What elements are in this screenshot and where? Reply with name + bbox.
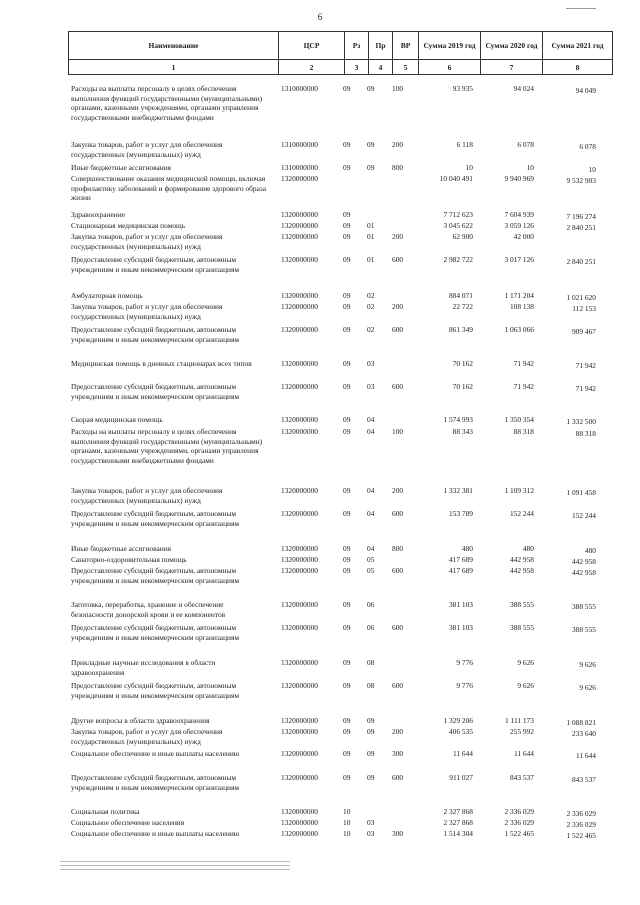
header-csr: ЦСР [279, 32, 345, 60]
cell-pr: 09 [367, 163, 375, 172]
header-vr: ВР [393, 32, 419, 60]
cell-y2019: 381 103 [448, 600, 473, 609]
cell-csr: 1320000000 [281, 427, 318, 436]
cell-rz: 09 [343, 415, 351, 424]
cell-rz: 09 [343, 427, 351, 436]
cell-y2019: 911 027 [449, 773, 473, 782]
cell-y2020: 9 940 969 [504, 174, 534, 183]
cell-csr: 1320000000 [281, 544, 318, 553]
cell-y2021: 94 049 [575, 86, 596, 95]
cell-y2019: 480 [461, 544, 473, 553]
cell-y2020: 42 000 [513, 232, 534, 241]
cell-y2019: 6 118 [456, 140, 473, 149]
cell-y2019: 417 689 [448, 566, 473, 575]
cell-y2019: 88 343 [452, 427, 473, 436]
cell-rz: 09 [343, 210, 351, 219]
cell-pr: 04 [367, 427, 375, 436]
cell-name: Предоставление субсидий бюджетным, автономным учреждениям и иным некоммерческим организациям [71, 255, 240, 274]
cell-y2020: 442 958 [509, 555, 534, 564]
cell-vr: 600 [392, 325, 404, 334]
cell-y2021: 10 [588, 165, 596, 174]
cell-rz: 09 [343, 84, 351, 93]
cell-csr: 1320000000 [281, 600, 318, 609]
cell-name: Социальное обеспечение населения [71, 818, 185, 827]
cell-y2021: 6 078 [579, 142, 596, 151]
cell-csr: 1310000000 [281, 140, 318, 149]
cell-csr: 1320000000 [281, 658, 318, 667]
cell-y2019: 10 040 491 [439, 174, 473, 183]
cell-vr: 200 [392, 232, 404, 241]
cell-y2019: 22 722 [452, 302, 473, 311]
cell-csr: 1320000000 [281, 291, 318, 300]
cell-csr: 1320000000 [281, 232, 318, 241]
cell-name: Расходы на выплаты персоналу в целях обеспечения выполнения функций государственными (муниципальными) органами, казенными учреждениями, органами управления государственными внебюджетными фондами [71, 427, 263, 465]
cell-name: Предоставление субсидий бюджетным, автономным учреждениям и иным некоммерческим организациям [71, 509, 240, 528]
cell-y2019: 1 574 993 [443, 415, 473, 424]
cell-y2020: 1 063 066 [504, 325, 534, 334]
cell-csr: 1320000000 [281, 302, 318, 311]
cell-csr: 1320000000 [281, 174, 318, 183]
header-2020: Сумма 2020 год [481, 32, 543, 60]
cell-name: Здравоохранение [71, 210, 125, 219]
cell-csr: 1320000000 [281, 623, 318, 632]
cell-vr: 600 [392, 681, 404, 690]
cell-y2019: 3 045 622 [443, 221, 473, 230]
cell-y2019: 9 776 [456, 681, 473, 690]
cell-y2019: 2 327 868 [443, 818, 473, 827]
cell-y2020: 3 017 126 [504, 255, 534, 264]
cell-vr: 200 [392, 727, 404, 736]
cell-y2021: 1 091 458 [566, 488, 596, 497]
cell-rz: 10 [343, 807, 351, 816]
cell-pr: 03 [367, 818, 375, 827]
cell-y2019: 381 103 [448, 623, 473, 632]
cell-name: Санаторно-оздоровительная помощь [71, 555, 187, 564]
cell-rz: 09 [343, 555, 351, 564]
column-number: 8 [543, 60, 613, 75]
cell-name: Скорая медицинская помощь [71, 415, 163, 424]
cell-y2019: 861 349 [448, 325, 473, 334]
cell-y2019: 70 162 [452, 359, 473, 368]
cell-csr: 1320000000 [281, 716, 318, 725]
cell-vr: 600 [392, 623, 404, 632]
cell-y2021: 71 942 [575, 361, 596, 370]
cell-y2021: 1 332 500 [566, 417, 596, 426]
cell-y2020: 480 [522, 544, 534, 553]
cell-rz: 09 [343, 359, 351, 368]
column-number: 6 [419, 60, 481, 75]
cell-rz: 09 [343, 486, 351, 495]
cell-pr: 04 [367, 509, 375, 518]
cell-vr: 200 [392, 302, 404, 311]
cell-y2021: 88 318 [575, 429, 596, 438]
column-number: 1 [69, 60, 279, 75]
cell-y2021: 480 [584, 546, 596, 555]
cell-y2019: 1 332 381 [443, 486, 473, 495]
cell-vr: 600 [392, 566, 404, 575]
header-2021: Сумма 2021 год [543, 32, 613, 60]
cell-y2019: 62 900 [452, 232, 473, 241]
cell-y2021: 9 532 903 [566, 176, 596, 185]
cell-y2020: 6 078 [517, 140, 534, 149]
cell-csr: 1320000000 [281, 566, 318, 575]
cell-pr: 09 [367, 749, 375, 758]
cell-y2021: 442 958 [571, 557, 596, 566]
cell-pr: 05 [367, 555, 375, 564]
cell-name: Предоставление субсидий бюджетным, автономным учреждениям и иным некоммерческим организациям [71, 566, 240, 585]
cell-y2020: 9 626 [517, 681, 534, 690]
cell-y2021: 843 537 [571, 775, 596, 784]
cell-rz: 09 [343, 727, 351, 736]
cell-csr: 1320000000 [281, 555, 318, 564]
cell-y2020: 1 350 354 [504, 415, 534, 424]
cell-y2020: 71 942 [513, 382, 534, 391]
cell-y2021: 7 196 274 [566, 212, 596, 221]
cell-vr: 200 [392, 486, 404, 495]
cell-csr: 1320000000 [281, 818, 318, 827]
cell-csr: 1320000000 [281, 829, 318, 838]
cell-rz: 09 [343, 716, 351, 725]
cell-y2019: 1 514 304 [443, 829, 473, 838]
cell-rz: 09 [343, 749, 351, 758]
cell-pr: 09 [367, 727, 375, 736]
cell-pr: 01 [367, 221, 375, 230]
cell-y2020: 88 318 [513, 427, 534, 436]
cell-pr: 09 [367, 716, 375, 725]
cell-vr: 800 [392, 544, 404, 553]
cell-name: Расходы на выплаты персоналу в целях обеспечения выполнения функций государственными (муниципальными) органами, казенными учреждениями, органами управления государственными внебюджетными фондами [71, 84, 263, 122]
cell-rz: 09 [343, 325, 351, 334]
cell-name: Закупка товаров, работ и услуг для обеспечения государственных (муниципальных) нужд [71, 486, 223, 505]
cell-vr: 200 [392, 140, 404, 149]
cell-pr: 04 [367, 486, 375, 495]
cell-csr: 1320000000 [281, 773, 318, 782]
cell-name: Иные бюджетные ассигнования [71, 544, 172, 553]
cell-name: Закупка товаров, работ и услуг для обеспечения государственных (муниципальных) нужд [71, 302, 223, 321]
cell-name: Стационарная медицинская помощь [71, 221, 186, 230]
cell-y2020: 1 109 312 [504, 486, 534, 495]
cell-name: Иные бюджетные ассигнования [71, 163, 172, 172]
cell-y2019: 2 982 722 [443, 255, 473, 264]
cell-y2019: 2 327 868 [443, 807, 473, 816]
cell-y2020: 108 138 [509, 302, 534, 311]
cell-name: Совершенствование оказания медицинской помощи, включая профилактику заболеваний и формирование здорового образа жизни [71, 174, 267, 203]
cell-y2021: 112 153 [572, 304, 596, 313]
cell-y2021: 9 626 [579, 660, 596, 669]
cell-y2019: 7 712 623 [443, 210, 473, 219]
cell-vr: 100 [392, 427, 404, 436]
cell-rz: 10 [343, 829, 351, 838]
cell-y2021: 388 555 [571, 625, 596, 634]
cell-y2020: 388 555 [509, 623, 534, 632]
cell-name: Предоставление субсидий бюджетным, автономным учреждениям и иным некоммерческим организациям [71, 382, 240, 401]
cell-name: Предоставление субсидий бюджетным, автономным учреждениям и иным некоммерческим организациям [71, 773, 240, 792]
cell-pr: 02 [367, 302, 375, 311]
cell-pr: 03 [367, 829, 375, 838]
cell-y2020: 94 024 [513, 84, 534, 93]
cell-y2020: 2 336 029 [504, 807, 534, 816]
cell-rz: 09 [343, 255, 351, 264]
cell-y2019: 70 162 [452, 382, 473, 391]
cell-csr: 1320000000 [281, 221, 318, 230]
cell-y2020: 388 555 [509, 600, 534, 609]
cell-csr: 1310000000 [281, 84, 318, 93]
cell-name: Закупка товаров, работ и услуг для обеспечения государственных (муниципальных) нужд [71, 232, 223, 251]
cell-y2021: 909 467 [571, 327, 596, 336]
cell-name: Социальное обеспечение и иные выплаты населению [71, 829, 240, 838]
cell-y2020: 1 111 173 [504, 716, 534, 725]
column-number: 3 [345, 60, 369, 75]
cell-vr: 800 [392, 163, 404, 172]
cell-csr: 1320000000 [281, 359, 318, 368]
cell-name: Медицинская помощь в дневных стационарах всех типов [71, 359, 252, 368]
cell-name: Предоставление субсидий бюджетным, автономным учреждениям и иным некоммерческим организациям [71, 623, 240, 642]
column-number: 4 [369, 60, 393, 75]
cell-csr: 1310000000 [281, 163, 318, 172]
cell-y2020: 9 626 [517, 658, 534, 667]
cell-csr: 1320000000 [281, 255, 318, 264]
cell-y2020: 3 059 126 [504, 221, 534, 230]
cell-y2021: 71 942 [575, 384, 596, 393]
cell-y2019: 406 535 [448, 727, 473, 736]
column-number: 5 [393, 60, 419, 75]
cell-y2019: 93 935 [452, 84, 473, 93]
cell-csr: 1320000000 [281, 210, 318, 219]
cell-vr: 600 [392, 255, 404, 264]
cell-y2020: 7 604 939 [504, 210, 534, 219]
cell-csr: 1320000000 [281, 727, 318, 736]
cell-name: Заготовка, переработка, хранение и обеспечение безопасности донорской крови и ее компонентов [71, 600, 226, 619]
cell-y2021: 1 088 821 [566, 718, 596, 727]
cell-pr: 04 [367, 544, 375, 553]
cell-y2021: 11 644 [575, 751, 596, 760]
cell-vr: 300 [392, 749, 404, 758]
cell-name: Предоставление субсидий бюджетным, автономным учреждениям и иным некоммерческим организациям [71, 325, 240, 344]
cell-rz: 09 [343, 163, 351, 172]
cell-pr: 09 [367, 140, 375, 149]
cell-y2020: 255 992 [509, 727, 534, 736]
cell-rz: 09 [343, 382, 351, 391]
cell-vr: 600 [392, 509, 404, 518]
cell-pr: 05 [367, 566, 375, 575]
cell-name: Социальное обеспечение и иные выплаты населению [71, 749, 240, 758]
cell-rz: 09 [343, 544, 351, 553]
cell-y2020: 11 644 [513, 749, 534, 758]
cell-pr: 01 [367, 255, 375, 264]
cell-csr: 1320000000 [281, 509, 318, 518]
cell-rz: 09 [343, 302, 351, 311]
cell-y2019: 884 071 [448, 291, 473, 300]
cell-rz: 09 [343, 773, 351, 782]
cell-name: Прикладные научные исследования в области здравоохранения [71, 658, 216, 677]
cell-y2021: 2 336 029 [566, 820, 596, 829]
cell-y2021: 1 021 620 [566, 293, 596, 302]
column-number: 7 [481, 60, 543, 75]
cell-y2021: 442 958 [571, 568, 596, 577]
cell-y2021: 2 840 251 [566, 223, 596, 232]
cell-pr: 03 [367, 382, 375, 391]
header-rz: Рз [345, 32, 369, 60]
cell-pr: 06 [367, 600, 375, 609]
cell-name: Социальная политика [71, 807, 140, 816]
cell-y2019: 10 [465, 163, 473, 172]
cell-y2019: 417 689 [448, 555, 473, 564]
header-pr: Пр [369, 32, 393, 60]
cell-y2020: 843 537 [509, 773, 534, 782]
cell-y2020: 442 958 [509, 566, 534, 575]
cell-rz: 09 [343, 623, 351, 632]
cell-y2021: 2 336 029 [566, 809, 596, 818]
cell-csr: 1320000000 [281, 749, 318, 758]
cell-pr: 09 [367, 84, 375, 93]
cell-pr: 08 [367, 658, 375, 667]
cell-vr: 300 [392, 829, 404, 838]
header-2019: Сумма 2019 год [419, 32, 481, 60]
cell-rz: 09 [343, 600, 351, 609]
cell-y2019: 11 644 [452, 749, 473, 758]
cell-y2019: 9 776 [456, 658, 473, 667]
cell-y2020: 1 171 204 [504, 291, 534, 300]
cell-pr: 02 [367, 325, 375, 334]
cell-rz: 09 [343, 509, 351, 518]
header-name: Наименование [69, 32, 279, 60]
cell-csr: 1320000000 [281, 807, 318, 816]
cell-rz: 09 [343, 566, 351, 575]
cell-rz: 09 [343, 232, 351, 241]
cell-pr: 02 [367, 291, 375, 300]
cell-y2019: 153 789 [448, 509, 473, 518]
cell-pr: 01 [367, 232, 375, 241]
cell-rz: 09 [343, 681, 351, 690]
cell-y2021: 9 626 [579, 683, 596, 692]
cell-csr: 1320000000 [281, 415, 318, 424]
cell-y2021: 233 640 [571, 729, 596, 738]
cell-pr: 06 [367, 623, 375, 632]
cell-y2021: 388 555 [571, 602, 596, 611]
cell-rz: 10 [343, 818, 351, 827]
cell-csr: 1320000000 [281, 382, 318, 391]
cell-y2021: 1 522 465 [566, 831, 596, 840]
cell-pr: 08 [367, 681, 375, 690]
cell-name: Предоставление субсидий бюджетным, автономным учреждениям и иным некоммерческим организациям [71, 681, 240, 700]
cell-y2020: 10 [526, 163, 534, 172]
cell-y2020: 71 942 [513, 359, 534, 368]
cell-csr: 1320000000 [281, 681, 318, 690]
cell-y2021: 152 244 [571, 511, 596, 520]
cell-vr: 600 [392, 382, 404, 391]
cell-rz: 09 [343, 140, 351, 149]
cell-y2019: 1 329 206 [443, 716, 473, 725]
cell-csr: 1320000000 [281, 486, 318, 495]
cell-pr: 04 [367, 415, 375, 424]
cell-y2020: 2 336 029 [504, 818, 534, 827]
cell-y2021: 2 840 251 [566, 257, 596, 266]
cell-rz: 09 [343, 658, 351, 667]
cell-name: Другие вопросы в области здравоохранения [71, 716, 210, 725]
column-number: 2 [279, 60, 345, 75]
page-number: 6 [317, 12, 323, 22]
cell-y2020: 1 522 465 [504, 829, 534, 838]
cell-y2020: 152 244 [509, 509, 534, 518]
scan-noise-stamp [60, 858, 290, 880]
cell-csr: 1320000000 [281, 325, 318, 334]
cell-name: Амбулаторная помощь [71, 291, 143, 300]
cell-name: Закупка товаров, работ и услуг для обеспечения государственных (муниципальных) нужд [71, 727, 223, 746]
cell-rz: 09 [343, 291, 351, 300]
cell-pr: 09 [367, 773, 375, 782]
cell-rz: 09 [343, 221, 351, 230]
cell-vr: 600 [392, 773, 404, 782]
cell-pr: 03 [367, 359, 375, 368]
cell-name: Закупка товаров, работ и услуг для обеспечения государственных (муниципальных) нужд [71, 140, 223, 159]
cell-vr: 100 [392, 84, 404, 93]
